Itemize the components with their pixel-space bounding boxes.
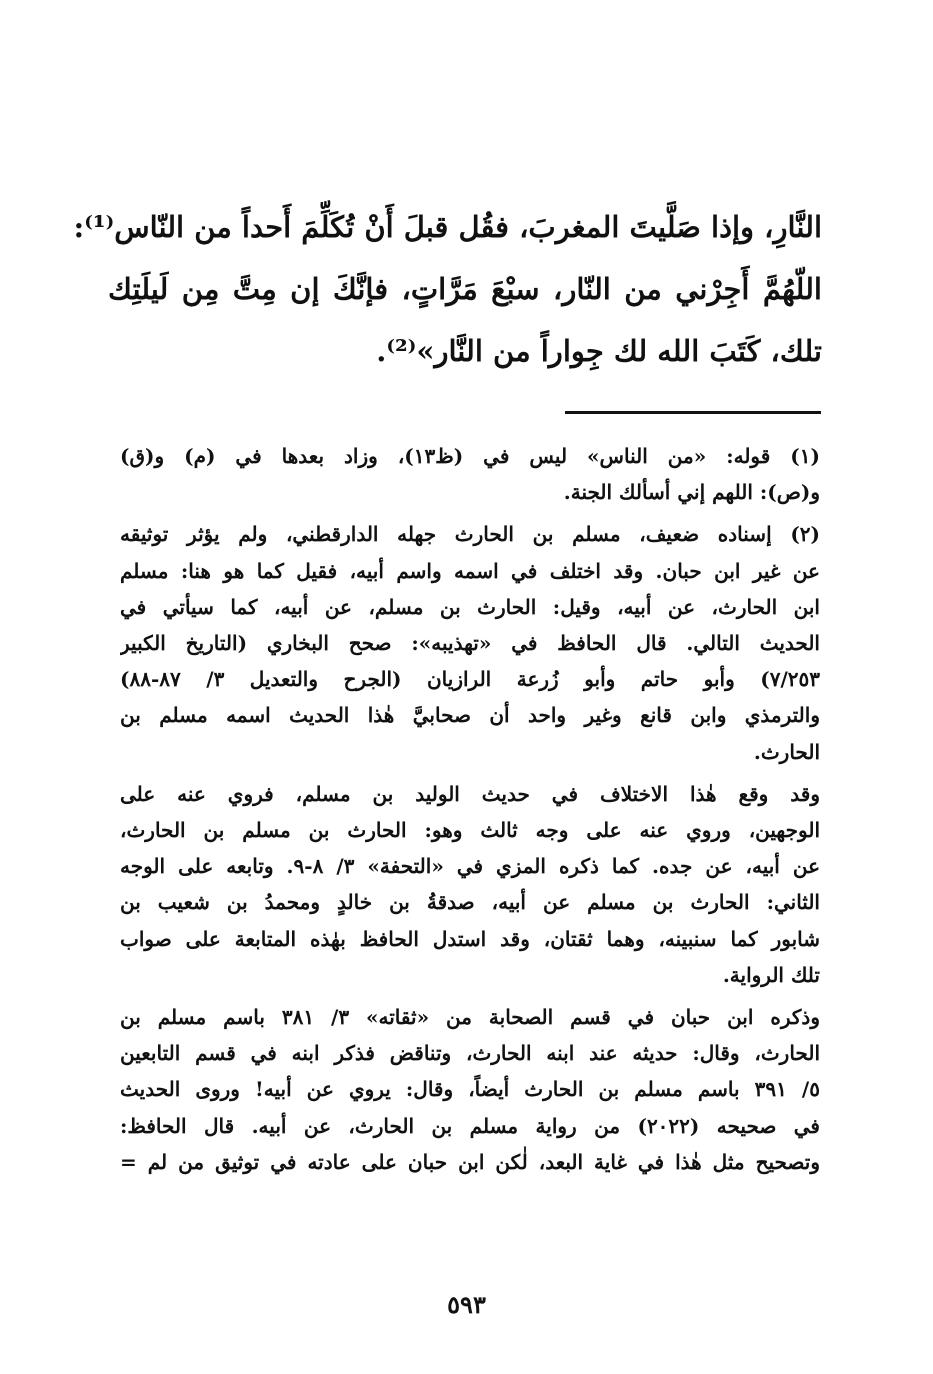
footnote-2-paragraph-2 bbox=[120, 776, 820, 993]
main-text bbox=[73, 196, 822, 382]
footnote-line: عن أبيه، عن جده. كما ذكره المزي في «التحفة» ٣/ ٨-٩. وتابعه على الوجه bbox=[120, 854, 820, 879]
footnote-line: (١) قوله: «من الناس» ليس في (ظ١٣)، وزاد بعدها في (م) و(ق) bbox=[120, 444, 820, 468]
main-line: تلك، كَتَبَ الله لك جِواراً من النَّار»⁽²⁾. bbox=[376, 334, 822, 368]
main-line: النَّارِ، وإذا صَلَّيتَ المغربَ، فقُل قبلَ أَنْ تُكَلِّمَ أَحداً من النّاس⁽¹⁾: bbox=[73, 210, 822, 244]
page-number: ٥٩٣ bbox=[447, 1290, 486, 1319]
footnote-line: في صحيحه (٢٠٢٢) من رواية مسلم بن الحارث، عن أبيه. قال الحافظ: bbox=[120, 1113, 820, 1138]
footnotes bbox=[120, 438, 820, 1186]
footnote-line: وذكره ابن حبان في قسم الصحابة من «ثقاته» ٣/ ٣٨١ باسم مسلم بن bbox=[120, 1005, 820, 1030]
footnote-line: الوجهين، وروي عنه على وجه ثالث وهو: الحارث بن مسلم بن الحارث، bbox=[120, 818, 820, 843]
main-line: اللّهُمَّ أَجِرْني من النّار، سبْعَ مَرَّاتٍ، فإنَّكَ إن مِتَّ مِن لَيلَتِك bbox=[108, 272, 822, 306]
footnote-line: (٢) إسناده ضعيف، مسلم بن الحارث جهله الدارقطني، ولم يؤثر توثيقه bbox=[120, 522, 820, 547]
footnote-line: والترمذي وابن قانع وغير واحد أن صحابيَّ هٰذا الحديث اسمه مسلم بن bbox=[120, 703, 820, 728]
footnote-line: الحديث التالي. قال الحافظ في «تهذيبه»: صحح البخاري (التاريخ الكبير bbox=[120, 631, 820, 656]
footnote-2-paragraph-3 bbox=[120, 999, 820, 1180]
footnote-line: الحارث. bbox=[753, 739, 820, 764]
footnote-line: الحارث، وقال: حديثه عند ابنه الحارث، وتناقض فذكر ابنه في قسم التابعين bbox=[120, 1041, 820, 1066]
footnote-line: الثاني: الحارث بن مسلم عن أبيه، صدقةُ بن خالدٍ ومحمدُ بن شعيب بن bbox=[120, 890, 820, 915]
footnote-1 bbox=[120, 438, 820, 510]
footnote-line: ٥/ ٣٩١ باسم مسلم بن الحارث أيضاً، وقال: يروي عن أبيه! وروى الحديث bbox=[120, 1077, 820, 1102]
footnote-2 bbox=[120, 516, 820, 769]
footnote-line: عن غير ابن حبان. وقد اختلف في اسمه واسم أبيه، فقيل كما هو هنا: مسلم bbox=[120, 558, 820, 583]
footnote-line: و(ص): اللهم إني أسألك الجنة. bbox=[563, 480, 820, 505]
footnote-line: ٧/٢٥٣) وأبو حاتم وأبو زُرعة الرازيان (الجرح والتعديل ٣/ ٨٧-٨٨) bbox=[120, 667, 820, 692]
footnote-line: وتصحيح مثل هٰذا في غاية البعد، لٰكن ابن حبان على عادته في توثيق من لم = bbox=[120, 1149, 820, 1174]
footnote-line: تلك الرواية. bbox=[722, 962, 820, 987]
footnote-line: وقد وقع هٰذا الاختلاف في حديث الوليد بن مسلم، فروي عنه على bbox=[120, 781, 820, 806]
footnote-line: شابور كما سنبينه، وهما ثقتان، وقد استدل الحافظ بهٰذه المتابعة على صواب bbox=[120, 926, 820, 951]
footnote-separator bbox=[565, 411, 821, 414]
footnote-line: ابن الحارث، عن أبيه، وقيل: الحارث بن مسلم، عن أبيه، كما سيأتي في bbox=[120, 594, 820, 619]
